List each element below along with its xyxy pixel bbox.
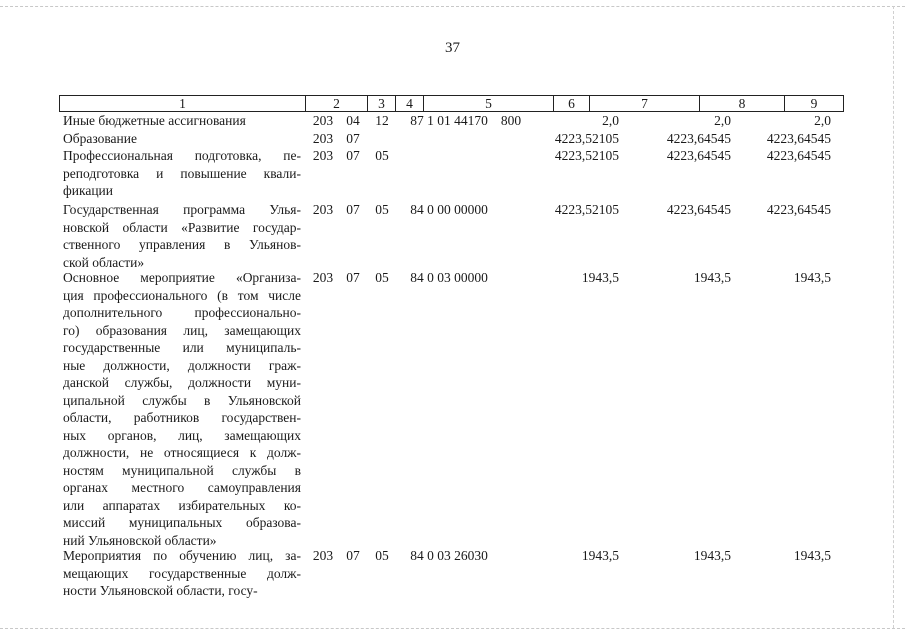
row-1-col-6: 800 xyxy=(500,113,522,128)
row-5-col-9: 1943,5 xyxy=(793,270,831,285)
row-1-col-2: 203 xyxy=(312,113,334,128)
row-6-col-5: 84 0 03 26030 xyxy=(410,548,488,563)
row-4-col-8: 4223,64545 xyxy=(666,202,731,217)
row-5-name-line: ных органов, лиц, замещающих xyxy=(63,427,301,443)
scan-edge-top xyxy=(0,6,905,7)
row-3-name-line: реподготовка и повышение квали- xyxy=(63,165,301,181)
row-1-name xyxy=(63,112,301,130)
header-col-3: 3 xyxy=(368,96,396,111)
row-1-col-7: 2,0 xyxy=(602,113,619,128)
row-2-col-8: 4223,64545 xyxy=(666,130,731,146)
row-5-name-line: ципальной службы в Ульяновской xyxy=(63,392,301,408)
row-6-col-7: 1943,5 xyxy=(581,548,619,563)
row-3-col-4: 05 xyxy=(375,148,389,163)
row-5-name-line: или аппаратах избирательных ко- xyxy=(63,497,301,513)
row-5-name-line: данской службы, должности муни- xyxy=(63,375,301,390)
row-5-name-line: ний Ульяновской области» xyxy=(63,532,217,548)
row-3-name-line: Профессиональная подготовка, пе- xyxy=(63,148,301,163)
row-4-name xyxy=(63,201,301,271)
row-1-name-line: Иные бюджетные ассигнования xyxy=(63,113,246,128)
row-5-col-7: 1943,5 xyxy=(581,270,619,285)
row-5-col-8: 1943,5 xyxy=(693,270,731,285)
header-col-4: 4 xyxy=(396,96,424,111)
header-col-8: 8 xyxy=(700,96,785,111)
header-col-6: 6 xyxy=(554,96,590,111)
row-4-col-3: 07 xyxy=(346,202,360,217)
row-5-name-line: дополнительного профессионально- xyxy=(63,305,301,320)
row-5-col-4: 05 xyxy=(375,270,389,285)
row-6-name-line: ности Ульяновской области, госу- xyxy=(63,583,258,598)
row-5-name-line: органах местного самоуправления xyxy=(63,480,301,495)
row-3-col-8: 4223,64545 xyxy=(666,148,731,163)
row-1-col-5: 87 1 01 44170 xyxy=(410,113,488,128)
row-4-col-5: 84 0 00 00000 xyxy=(410,202,488,217)
row-6-col-9: 1943,5 xyxy=(793,548,831,563)
row-3-col-2: 203 xyxy=(312,148,334,163)
row-5-name-line: должности, не относящиеся к долж- xyxy=(63,445,301,460)
row-5-name-line: ные должности, должности граж- xyxy=(63,357,301,373)
row-6-name xyxy=(63,547,301,600)
row-5-col-2: 203 xyxy=(312,270,334,285)
table-header xyxy=(59,95,844,112)
row-1-col-4: 12 xyxy=(375,113,389,128)
row-6-col-8: 1943,5 xyxy=(693,548,731,563)
row-5-name-line: го) образования лиц, замещающих xyxy=(63,322,301,338)
row-6-col-3: 07 xyxy=(346,548,360,563)
row-2-name-line: Образование xyxy=(63,130,137,146)
row-5-col-3: 07 xyxy=(346,270,360,285)
page-number: 37 xyxy=(445,40,460,56)
row-5-name-line: государственные или муниципаль- xyxy=(63,340,301,355)
row-2-col-2: 203 xyxy=(312,130,334,146)
header-col-1: 1 xyxy=(60,96,306,111)
row-3-name-line: фикации xyxy=(63,183,113,198)
row-5-name xyxy=(63,269,301,549)
row-4-col-4: 05 xyxy=(375,202,389,217)
row-4-col-2: 203 xyxy=(312,202,334,217)
row-1-col-9: 2,0 xyxy=(814,113,831,128)
header-col-5: 5 xyxy=(424,96,554,111)
row-4-name-line: Государственная программа Улья- xyxy=(63,202,301,217)
row-6-name-line: мещающих государственные долж- xyxy=(63,565,301,581)
row-5-name-line: ция профессионального (в том числе xyxy=(63,287,301,303)
header-col-2: 2 xyxy=(306,96,368,111)
row-6-name-line: Мероприятия по обучению лиц, за- xyxy=(63,548,301,563)
row-4-name-line: ственного управления в Ульянов- xyxy=(63,237,301,252)
row-6-col-2: 203 xyxy=(312,548,334,563)
row-4-col-9: 4223,64545 xyxy=(766,202,831,217)
row-2-name xyxy=(63,130,301,148)
row-3-col-9: 4223,64545 xyxy=(766,148,831,163)
row-3-name xyxy=(63,147,301,200)
row-6-col-4: 05 xyxy=(375,548,389,563)
row-3-col-3: 07 xyxy=(346,148,360,163)
header-col-7: 7 xyxy=(590,96,700,111)
row-5-name-line: ностям муниципальной службы в xyxy=(63,462,301,478)
row-4-col-7: 4223,52105 xyxy=(554,202,619,217)
scan-edge-bottom xyxy=(0,628,905,629)
row-3-col-7: 4223,52105 xyxy=(554,148,619,163)
row-5-name-line: области, работников государствен- xyxy=(63,410,301,425)
scan-edge-right xyxy=(893,6,894,628)
row-5-name-line: Основное мероприятие «Организа- xyxy=(63,270,301,285)
row-5-col-5: 84 0 03 00000 xyxy=(410,270,488,285)
row-1-col-3: 04 xyxy=(346,113,360,128)
header-col-9: 9 xyxy=(810,96,818,111)
row-4-name-line: новской области «Развитие государ- xyxy=(63,219,301,235)
row-5-name-line: миссий муниципальных образова- xyxy=(63,515,301,530)
row-2-col-7: 4223,52105 xyxy=(554,130,619,146)
row-4-name-line: ской области» xyxy=(63,254,145,270)
row-2-col-3: 07 xyxy=(346,130,360,146)
row-2-col-9: 4223,64545 xyxy=(766,130,831,146)
row-1-col-8: 2,0 xyxy=(714,113,731,128)
